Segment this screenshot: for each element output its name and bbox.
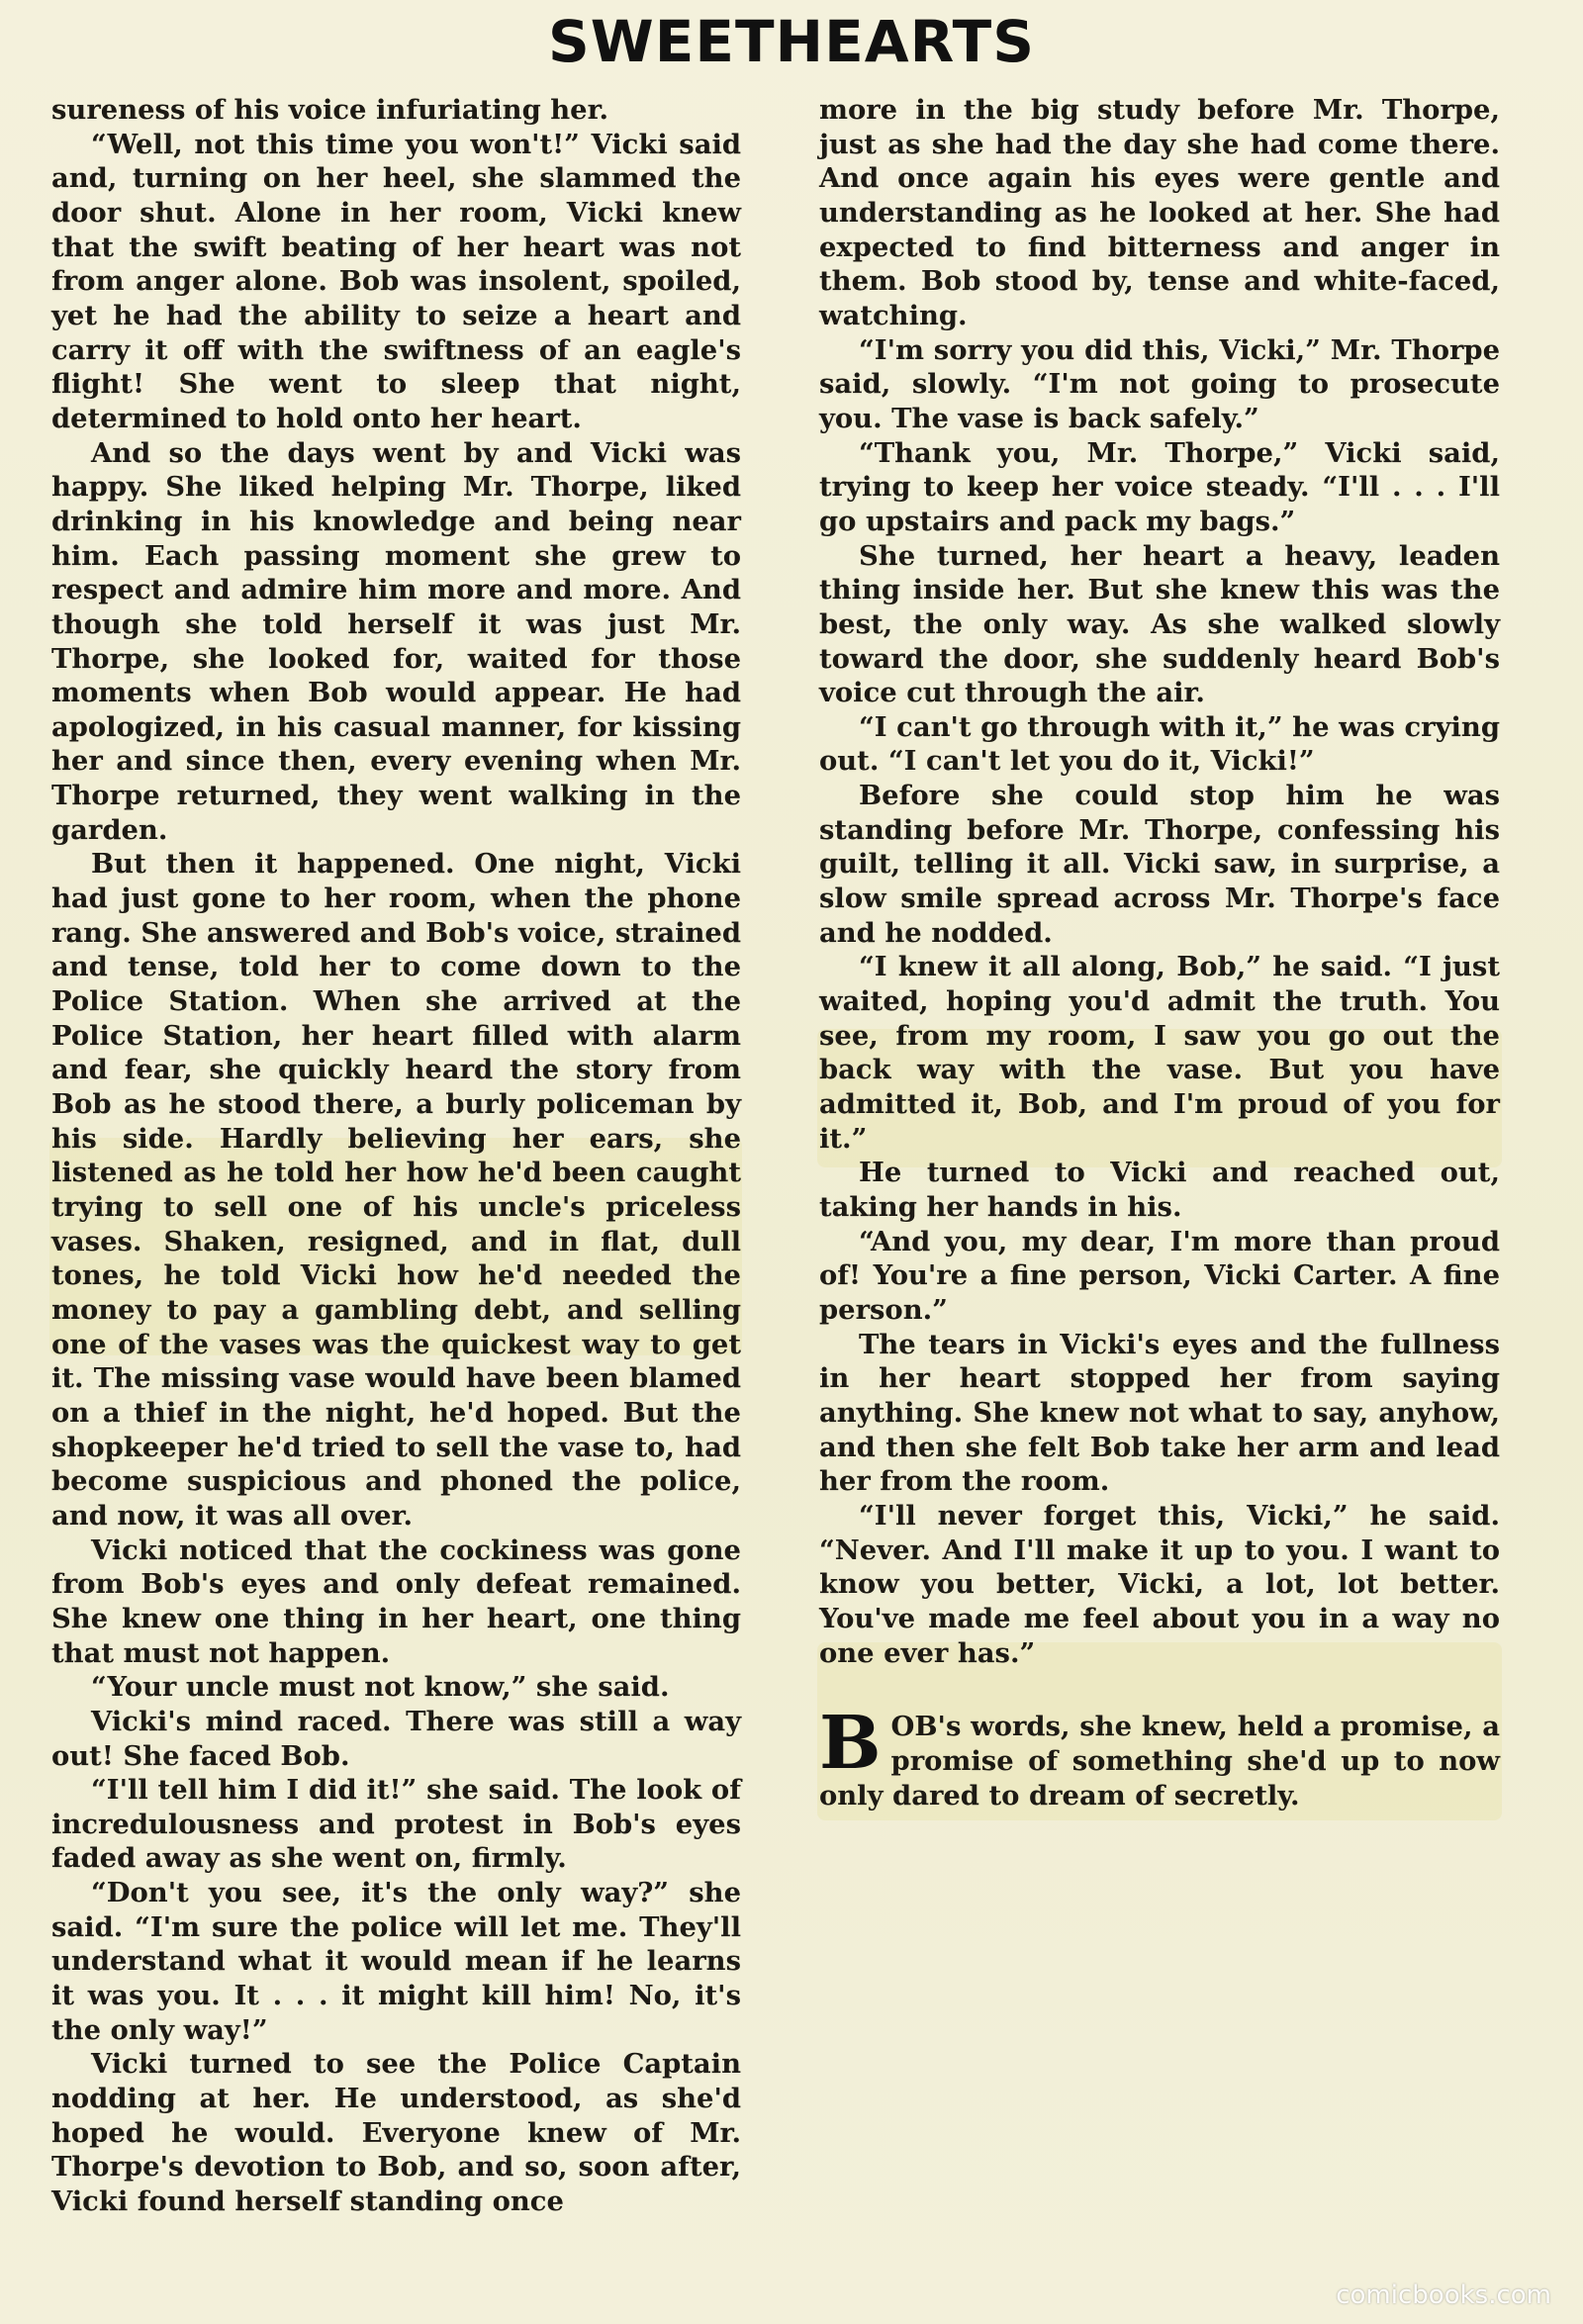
paragraph: She turned, her heart a heavy, leaden thing inside her. But she knew this was the best, the only way. As she walked slowly toward the door, she suddenly heard Bob's voice cut through the air. — [819, 539, 1500, 709]
paragraph: The tears in Vicki's eyes and the fullness in her heart stopped her from saying anything. She knew not what to say, anyhow, and then she felt Bob take her arm and lead her from the room. — [819, 1328, 1500, 1498]
page-title: SWEETHEARTS — [548, 8, 1035, 75]
paragraph: “I can't go through with it,” he was crying out. “I can't let you do it, Vicki!” — [819, 710, 1500, 778]
watermark: comicbooks.com — [1336, 2280, 1551, 2310]
paragraph: “Don't you see, it's the only way?” she said. “I'm sure the police will let me. They'll understand what it would mean if he learns it was you. It . . . it might kill him! No, it's the only way!” — [51, 1877, 741, 2046]
final-paragraph — [819, 1701, 1500, 1813]
left-column — [51, 93, 741, 2219]
paragraph: sureness of his voice infuriating her. — [51, 94, 609, 126]
paragraph: “I knew it all along, Bob,” he said. “I just waited, hoping you'd admit the truth. You see, from my room, I saw you go out the back way with the vase. But you have admitted it, Bob, and I'm proud of you for it.” — [819, 951, 1500, 1155]
paragraph: “Your uncle must not know,” she said. — [91, 1671, 670, 1704]
paragraph: Vicki's mind raced. There was still a way out! She faced Bob. — [51, 1705, 741, 1772]
paragraph: Before she could stop him he was standing before Mr. Thorpe, confessing his guilt, telling it all. Vicki saw, in surprise, a slow smile spread across Mr. Thorpe's face and he nodded. — [819, 780, 1500, 949]
paragraph: “Thank you, Mr. Thorpe,” Vicki said, trying to keep her voice steady. “I'll . . . I'll go upstairs and pack my bags.” — [819, 436, 1500, 537]
drop-cap: B — [819, 1701, 882, 1787]
final-paragraph-text: OB's words, she knew, held a promise, a promise of something she'd up to now only dared to dream of secretly. — [819, 1711, 1500, 1812]
paragraph: But then it happened. One night, Vicki had just gone to her room, when the phone rang. She answered and Bob's voice, strained and tense, told her to come down to the Police Station. When she arrived at the Police Station, her heart filled with alarm and fear, she quickly heard the story from Bob as he stood there, a burly policeman by his side. Hardly believing her ears, she listened as he told her how he'd been caught trying to sell one of his uncle's priceless vases. Shaken, resigned, and in flat, dull tones, he told Vicki how he'd needed the money to pay a gambling debt, and selling one of the vases was the quickest way to get it. The missing vase would have been blamed on a thief in the night, he'd hoped. But the shopkeeper he'd tried to sell the vase to, had become suspicious and phoned the police, and now, it was all over. — [51, 848, 741, 1532]
paragraph: “I'm sorry you did this, Vicki,” Mr. Thorpe said, slowly. “I'm not going to prosecute you. The vase is back safely.” — [819, 333, 1500, 434]
right-column — [819, 93, 1500, 1813]
paragraph: “I'll tell him I did it!” she said. The look of incredulousness and protest in Bob's eyes faded away as she went on, firmly. — [51, 1774, 741, 1875]
paragraph: “And you, my dear, I'm more than proud of! You're a fine person, Vicki Carter. A fine person.” — [819, 1225, 1500, 1326]
paragraph: He turned to Vicki and reached out, taking her hands in his. — [819, 1157, 1500, 1223]
paragraph: And so the days went by and Vicki was happy. She liked helping Mr. Thorpe, liked drinking in his knowledge and being near him. Each passing moment she grew to respect and admire him more and more. And though she told herself it was just Mr. Thorpe, she looked for, waited for those moments when Bob would appear. He had apologized, in his casual manner, for kissing her and since then, every evening when Mr. Thorpe returned, they went walking in the garden. — [51, 436, 741, 846]
paragraph: “Well, not this time you won't!” Vicki said and, turning on her heel, she slammed the door shut. Alone in her room, Vicki knew that the swift beating of her heart was not from anger alone. Bob was insolent, spoiled, yet he had the ability to seize a heart and carry it off with the swiftness of an eagle's flight! She went to sleep that night, determined to hold onto her heart. — [51, 128, 741, 434]
paragraph: more in the big study before Mr. Thorpe, just as she had the day she had come there. And once again his eyes were gentle and understanding as he looked at her. She had expected to find bitterness and anger in them. Bob stood by, tense and white-faced, watching. — [819, 94, 1500, 331]
paragraph: Vicki turned to see the Police Captain nodding at her. He understood, as she'd hoped he would. Everyone knew of Mr. Thorpe's devotion to Bob, and so, soon after, Vicki found herself standing once — [51, 2048, 741, 2218]
paragraph: Vicki noticed that the cockiness was gone from Bob's eyes and only defeat remained. She knew one thing in her heart, one thing that must not happen. — [51, 1534, 741, 1669]
paragraph: “I'll never forget this, Vicki,” he said. “Never. And I'll make it up to you. I want to know you better, Vicki, a lot, lot better. You've made me feel about you in a way no one ever has.” — [819, 1499, 1500, 1669]
